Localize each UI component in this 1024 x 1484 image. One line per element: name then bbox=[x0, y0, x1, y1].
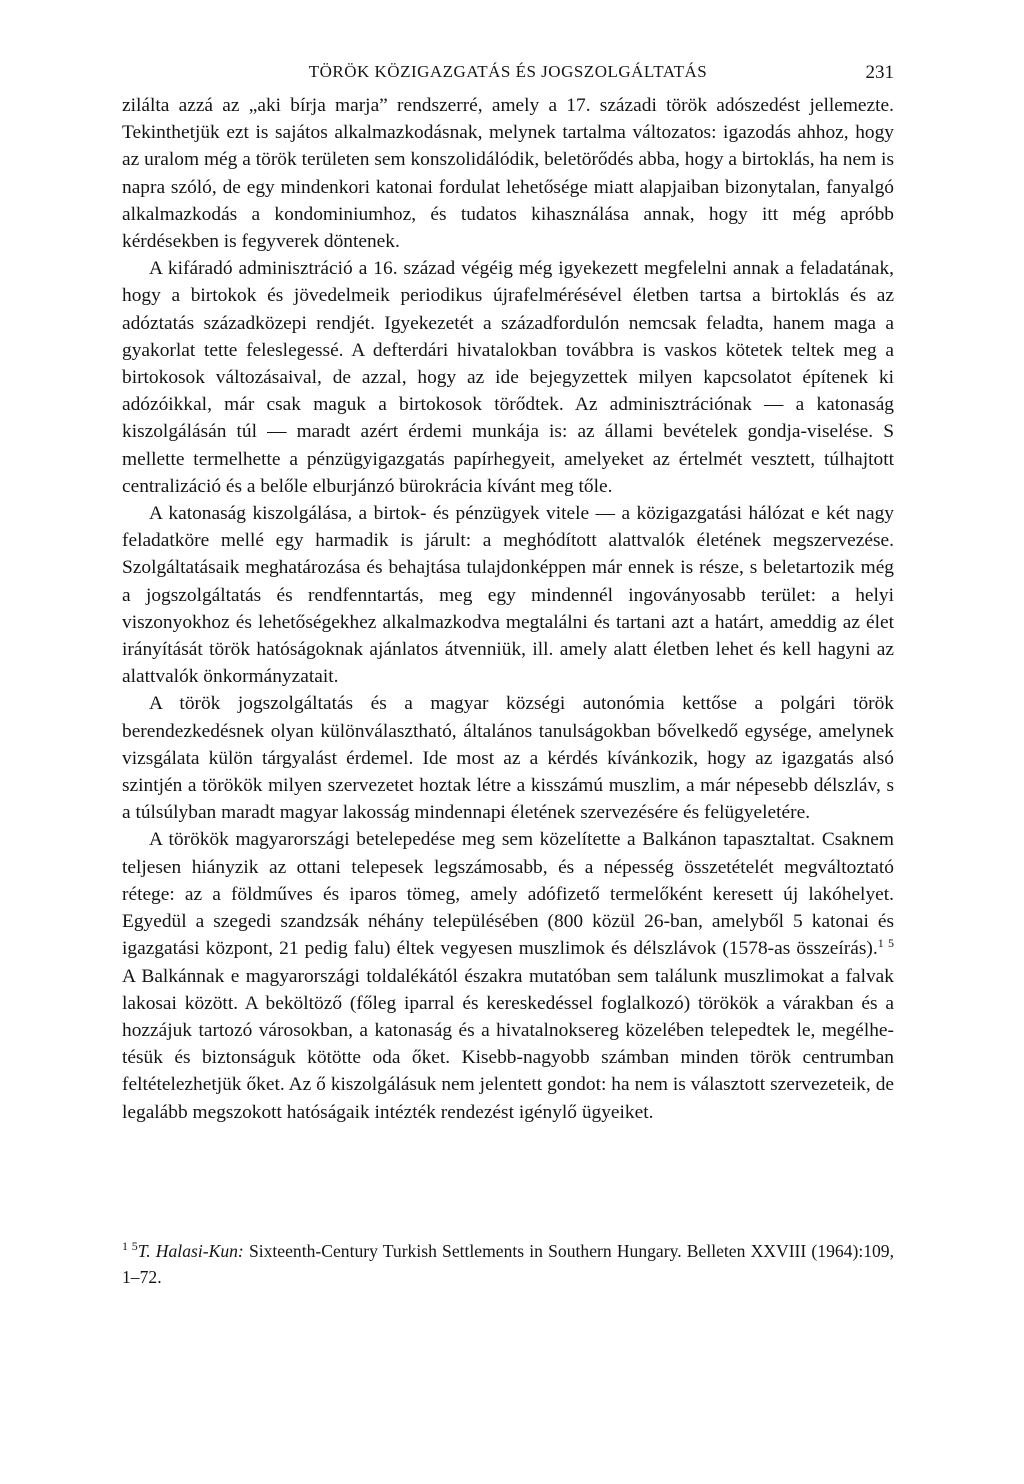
footnote-reference: 1 5 bbox=[877, 936, 894, 951]
page-header bbox=[122, 58, 894, 92]
footnote-marker: 1 5 bbox=[122, 1239, 138, 1253]
paragraph bbox=[122, 826, 894, 1125]
footnote bbox=[122, 1238, 894, 1290]
paragraph: A kifáradó adminisztráció a 16. század végéig még igyekezett megfelelni annak a feladatának, hogy a birtokok és jövedelmeik periodikus újrafelmérésével életben tartsa a birtoklás és az adóztatás századközepi rendjét. Igyekezetét a századfordulón nemcsak feladta, hanem maga a gyakorlat tette feleslegessé. A defterdári hivatalokban továbbra is vaskos kötetek teltek meg a birtokosok változásaival, de azzal, hogy az ide bejegyzettek milyen kapcsolatot építenek ki adózóikkal, már csak maguk a birtokosok törődtek. Az adminisztrációnak — a katonaság kiszolgálásán túl — maradt azért érdemi munkája is: az állami bevételek gondja-viselése. S mellette termelhette a pénzügyigazgatás papírhegyeit, amelyeket az értelmét vesztett, túlhajtott centralizáció és a belőle elburjánzó bürokrácia kívánt meg tőle. bbox=[122, 258, 894, 497]
paragraph-text: A Balkánnak e magyarországi toldalékától északra mutatóban sem találunk muszlimokat a falvak lakosai között. A beköltöző (főleg iparral és kereskedéssel foglalkozó) törökök a várakban és a hozzájuk tartozó városokban, a katonaság és a hivatalnoksereg közelében telepedtek le, megélhetésük és biztonságuk kötötte oda őket. Kisebb-nagyobb számban minden török centrumban feltételezhetjük őket. Az ő kiszolgálásuk nem jelentett gondot: ha nem is választott szervezeteik, de legalább megszokott hatóságaik intézték rendezést igénylő ügyeiket. bbox=[122, 965, 894, 1123]
footnote-text: Sixteenth-Century Turkish Settlements in Southern Hungary. Belleten XXVIII (1964):109, 1–72. bbox=[122, 1241, 895, 1287]
paragraph: A katonaság kiszolgálása, a birtok- és pénzügyek vitele — a közigazgatási hálózat e két nagy feladatköre mellé egy harmadik is járult: a meghódított alattvalók életének megszervezése. Szolgáltatásaik meghatározása és behajtása tulajdonképpen már ennek is része, s beletartozik még a jogszolgáltatás és rendfenntartás, meg egy mindennél ingoványosabb terület: a helyi viszonyokhoz és lehetőségekhez alkalmazkodva megtalálni és tartani azt a határt, ameddig az élet irányítását török hatóságoknak ajánlatos átvenniük, ill. amely alatt életben lehet és kell hagyni az alattvalók önkormányzatait. bbox=[122, 503, 894, 688]
paragraph-text: A törökök magyarországi betelepedése meg sem közelítette a Balkánon tapasztaltat. Csaknem teljesen hiányzik az ottani telepesek legszámosabb, és a népesség összetételét megváltoztató rétege: az a földműves és iparos tömeg, amely adófizető termelőként keresett új lakóhelyet. Egyedül a szegedi szandzsák néhány településében (800 közül 26-ban, amelyből 5 katonai és igazgatási központ, 21 pedig falu) éltek vegyesen muszlimok és délszlávok (1578-as összeírás). bbox=[122, 829, 894, 960]
footnote-author: T. Halasi-Kun: bbox=[137, 1241, 244, 1261]
paragraph: A török jogszolgáltatás és a magyar községi autonómia kettőse a polgári török berendezkedésnek olyan különválasztható, általános tanulságokban bővelkedő egysége, amelynek vizsgálata külön tárgyalást érdemel. Ide most az a kérdés kívánkozik, hogy az igazgatás alsó szintjén a törökök milyen szervezetet hoztak létre a kisszámú muszlim, a már népesebb délszláv, s a túlsúlyban maradt magyar lakosság mindennapi életének szervezésére és felügyeletére. bbox=[122, 693, 894, 824]
page bbox=[122, 58, 894, 1126]
page-number: 231 bbox=[865, 62, 894, 83]
paragraph: zilálta azzá az „aki bírja marja” rendszerré, amely a 17. századi török adószedést jellemezte. Tekinthetjük ezt is sajátos alkalmazkodásnak, melynek tartalma változatos: igazodás ahhoz, hogy az uralom még a török területen sem konszolidálódik, beletörődés abba, hogy a birtoklás, ha nem is napra szóló, de egy mindenkori katonai fordulat lehetősége miatt alapjaiban bizonytalan, fanyalgó alkalmazkodás a kondominiumhoz, és tudatos kihasználása annak, hogy itt még apróbb kérdésekben is fegyverek döntenek. bbox=[122, 95, 894, 253]
running-head: TÖRÖK KÖZIGAZGATÁS ÉS JOGSZOLGÁLTATÁS bbox=[308, 62, 708, 81]
body-text bbox=[122, 92, 894, 1126]
